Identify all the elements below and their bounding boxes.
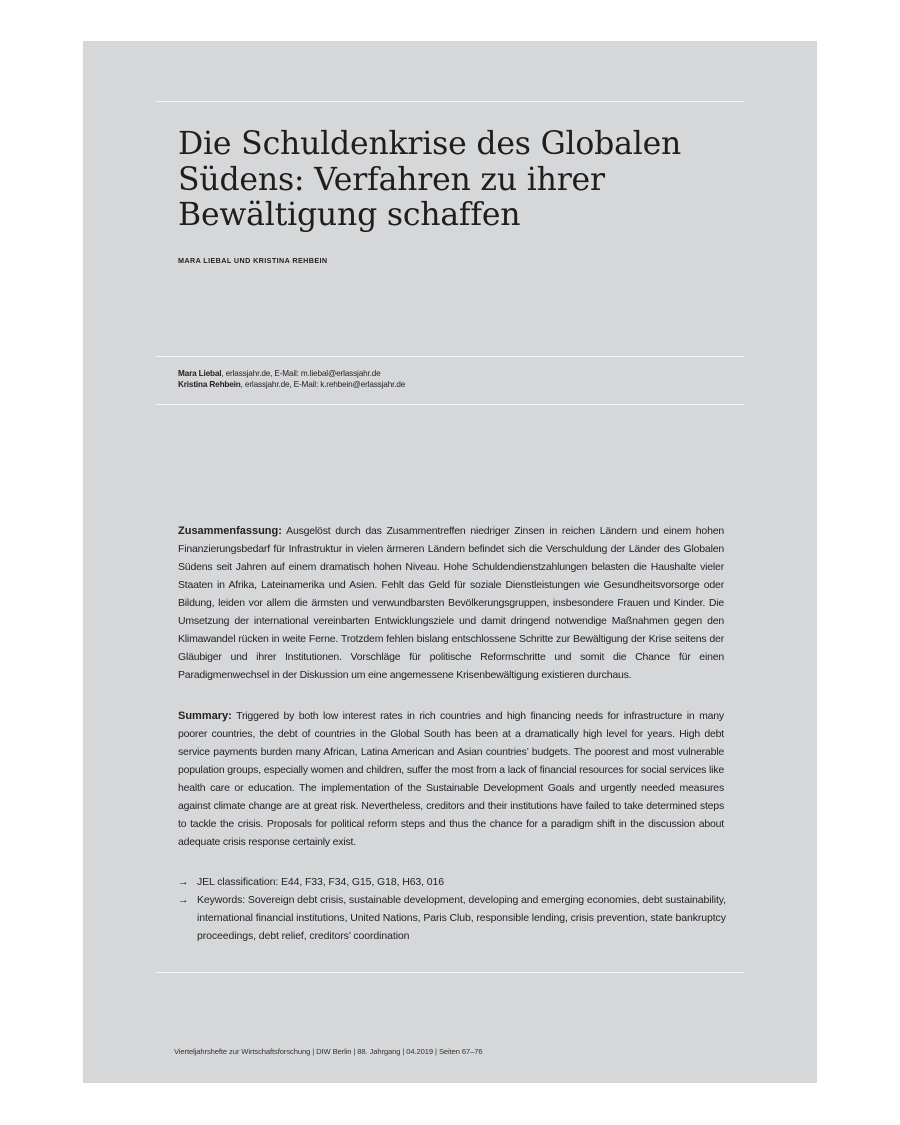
arrow-right-icon: → — [178, 876, 189, 888]
affiliations — [178, 368, 405, 390]
abstract-english — [178, 707, 724, 851]
arrow-right-icon: → — [178, 894, 189, 906]
keywords — [178, 891, 728, 945]
affiliation-top-rule — [156, 356, 744, 357]
bottom-rule — [156, 972, 744, 973]
affiliation-name: Mara Liebal — [178, 369, 222, 378]
jel-classification — [178, 873, 728, 891]
jel-text: JEL classification: E44, F33, F34, G15, G18, H63, 016 — [197, 876, 445, 888]
abstract-label: Summary: — [178, 710, 232, 722]
classification-list — [178, 873, 728, 945]
author-line: MARA LIEBAL UND KRISTINA REHBEIN — [178, 256, 328, 265]
affiliation-entry — [178, 368, 405, 379]
paper-page — [83, 41, 817, 1083]
journal-footer: Vierteljahrshefte zur Wirtschaftsforschung | DIW Berlin | 88. Jahrgang | 04.2019 | Seiten 67–76 — [174, 1047, 483, 1056]
abstract-text: Ausgelöst durch das Zusammentreffen niedriger Zinsen in reichen Ländern und einem hohen Finanzierungsbedarf für Infrastruktur in vielen ärmeren Ländern befindet sich die Verschuldung der Länder des Globalen Südens seit Jahren auf einem dramatisch hohen Niveau. Hohe Schuldendienstzahlungen belasten die Haushalte vieler Staaten in Afrika, Lateinamerika und Asien. Fehlt das Geld für soziale Dienstleistungen wie Gesundheitsvorsorge oder Bildung, leiden vor allem die ärmsten und verwundbarsten Bevölkerungsgruppen, insbesondere Frauen und Kinder. Die Umsetzung der international vereinbarten Entwicklungsziele und damit dringend notwendige Maßnahmen gegen den Klimawandel rücken in weite Ferne. Trotzdem fehlen bislang entschlossene Schritte zur Bewältigung der Krise seitens der Gläubiger und ihrer Institutionen. Vorschläge für politische Reformschritte und somit die Chance für einen Paradigmenwechsel in der Diskussion um eine angemessene Krisenbewältigung existieren durchaus. — [178, 525, 724, 681]
title-line: Die Schuldenkrise des Globalen — [178, 126, 682, 162]
abstract-text: Triggered by both low interest rates in rich countries and high financing needs for infrastructure in many poorer countries, the debt of countries in the Global South has been at a dramatically high level for years. High debt service payments burden many African, Latina American and Asian countries’ budgets. The poorest and most vulnerable population groups, especially women and children, suffer the most from a lack of financial resources for social services like health care or education. The implementation of the Sustainable Development Goals and urgently needed measures against climate change are at great risk. Nevertheless, creditors and their institutions have failed to take determined steps to tackle the crisis. Proposals for political reform steps and thus the chance for a paradigm shift in the discussion about adequate crisis response certainly exist. — [178, 710, 724, 848]
title-line: Südens: Verfahren zu ihrer — [178, 161, 605, 198]
affiliation-detail: , erlassjahr.de, E-Mail: m.liebal@erlassjahr.de — [221, 369, 381, 378]
top-rule — [156, 101, 744, 102]
abstract-german — [178, 522, 724, 684]
affiliation-detail: , erlassjahr.de, E-Mail: k.rehbein@erlassjahr.de — [240, 380, 406, 389]
keywords-text: Keywords: Sovereign debt crisis, sustainable development, developing and emerging economies, debt sustainability, international financial institutions, United Nations, Paris Club, responsible lending, crisis prevention, state bankruptcy proceedings, debt relief, creditors’ coordination — [197, 894, 726, 942]
affiliation-name: Kristina Rehbein — [178, 380, 241, 389]
title-line: Bewältigung schaffen — [178, 197, 521, 233]
article-title — [178, 127, 738, 234]
affiliation-entry — [178, 379, 405, 390]
abstract-label: Zusammenfassung: — [178, 525, 282, 537]
affiliation-bottom-rule — [156, 404, 744, 405]
